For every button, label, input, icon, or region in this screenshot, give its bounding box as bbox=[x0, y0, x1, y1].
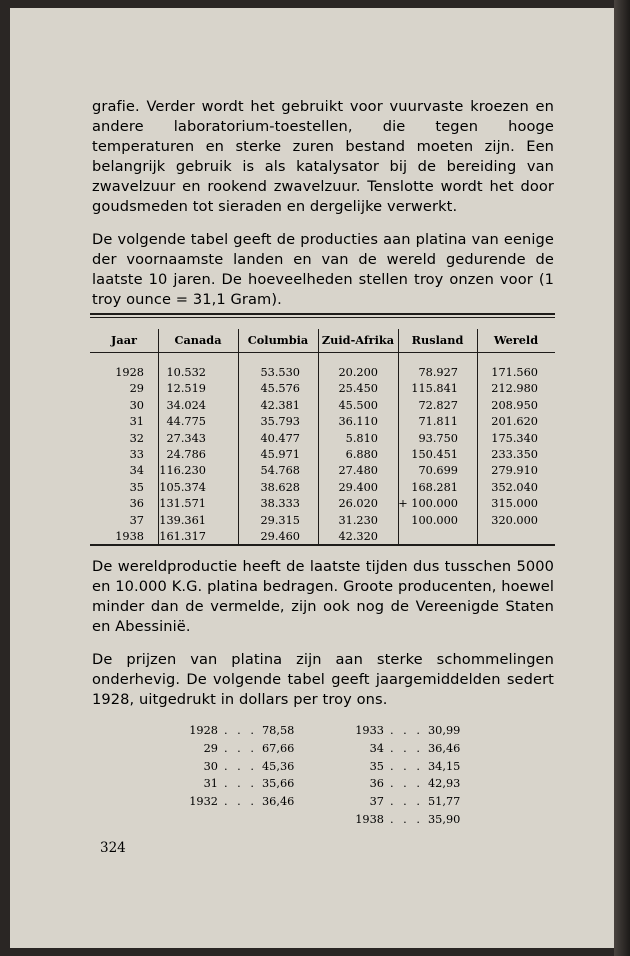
table-value-cell: 29.400 bbox=[338, 480, 378, 494]
table-year-cell: 31 bbox=[129, 415, 144, 429]
table-value-cell: 161.317 bbox=[159, 530, 206, 543]
page-number: 324 bbox=[100, 840, 126, 856]
price-value: 36,46 bbox=[262, 795, 295, 809]
table-year-cell: 37 bbox=[129, 513, 144, 527]
price-leader-dots: . . . bbox=[224, 741, 257, 755]
table-value-cell: 38.333 bbox=[260, 497, 300, 511]
price-leader-dots: . . . bbox=[224, 777, 257, 791]
table-header-cell: Canada bbox=[174, 333, 222, 347]
table-value-cell: 115.841 bbox=[411, 382, 458, 396]
price-value: 30,99 bbox=[428, 724, 461, 737]
table-value-cell: 208.950 bbox=[491, 398, 538, 412]
table-value-cell: 93.750 bbox=[418, 431, 458, 445]
table-value-cell: 29.460 bbox=[260, 530, 300, 543]
price-value: 36,46 bbox=[428, 741, 461, 755]
table-value-cell: 10.532 bbox=[166, 366, 206, 379]
table-header-cell: Zuid-Afrika bbox=[321, 333, 395, 347]
table-value-cell: 5.810 bbox=[345, 431, 378, 445]
price-year: 1938 bbox=[355, 813, 384, 826]
price-leader-dots: . . . bbox=[224, 795, 257, 809]
table-value-cell: 105.374 bbox=[159, 480, 206, 494]
table-value-cell: 27.480 bbox=[338, 464, 378, 478]
table-value-cell: 100.000 bbox=[411, 513, 458, 527]
table-year-cell: 30 bbox=[129, 398, 144, 412]
table-value-cell: 201.620 bbox=[491, 415, 538, 429]
table-header-rule bbox=[90, 352, 555, 353]
table-value-cell: 24.786 bbox=[166, 448, 206, 461]
table-value-cell: 38.628 bbox=[260, 480, 300, 494]
table-value-cell: 54.768 bbox=[260, 464, 300, 478]
table-value-cell: 71.811 bbox=[418, 415, 458, 429]
table-value-cell: 212.980 bbox=[491, 382, 538, 396]
price-year: 35 bbox=[369, 759, 384, 773]
price-leader-dots: . . . bbox=[390, 724, 423, 737]
table-value-cell: 44.775 bbox=[166, 415, 206, 429]
price-year: 1928 bbox=[189, 724, 218, 737]
table-value-cell: 320.000 bbox=[491, 513, 538, 527]
table-year-cell: 1928 bbox=[115, 366, 144, 379]
table-header-cell: Rusland bbox=[411, 333, 464, 347]
table-value-cell: 279.910 bbox=[491, 464, 538, 478]
table-value-cell: 34.024 bbox=[166, 398, 206, 412]
table-value-cell: 20.200 bbox=[338, 366, 378, 379]
price-year: 30 bbox=[203, 759, 218, 773]
table-value-cell: 40.477 bbox=[260, 431, 300, 445]
price-year: 36 bbox=[369, 777, 384, 791]
table-value-cell: 45.500 bbox=[338, 398, 378, 412]
table-value-cell: 168.281 bbox=[411, 480, 458, 494]
price-year: 37 bbox=[369, 795, 384, 809]
table-value-cell: 70.699 bbox=[418, 464, 458, 478]
table-value-cell: 45.971 bbox=[260, 448, 300, 461]
table-value-cell: 352.040 bbox=[491, 480, 538, 494]
price-year: 29 bbox=[203, 741, 218, 755]
table-year-cell: 32 bbox=[129, 431, 144, 445]
price-value: 34,15 bbox=[428, 759, 461, 773]
table-value-cell: 233.350 bbox=[491, 448, 538, 461]
paragraph-uses: grafie. Verder wordt het gebruikt voor vuurvaste kroezen en andere laboratorium-toestellen, die tegen hooge temperaturen en sterke zuren bestand moeten zijn. Een belangrijk gebruik is als katalysator bij de bereiding van zwavelzuur en rookend zwavelzuur. Tenslotte wordt het door goudsmeden tot sieraden en dergelijke verwerkt. bbox=[92, 98, 554, 215]
price-value: 42,93 bbox=[428, 777, 461, 791]
price-leader-dots: . . . bbox=[390, 759, 423, 773]
table-value-cell: 116.230 bbox=[159, 464, 206, 478]
price-leader-dots: . . . bbox=[224, 724, 257, 737]
price-year: 1933 bbox=[355, 724, 384, 737]
table-year-cell: 35 bbox=[129, 480, 144, 494]
table-value-cell: 150.451 bbox=[411, 448, 458, 461]
table-year-cell: 29 bbox=[129, 382, 144, 396]
table-value-cell: 171.560 bbox=[491, 366, 538, 379]
book-spine bbox=[614, 0, 630, 956]
paragraph-prices-intro: De prijzen van platina zijn aan sterke schommelingen onderhevig. De volgende tabel geeft jaargemiddelden sedert 1928, uitgedrukt in dollars per troy ons. bbox=[92, 651, 554, 708]
table-value-cell: 36.110 bbox=[338, 415, 378, 429]
price-value: 78,58 bbox=[262, 724, 295, 737]
price-year: 1932 bbox=[189, 795, 218, 809]
price-value: 35,66 bbox=[262, 777, 295, 791]
price-value: 45,36 bbox=[262, 759, 295, 773]
table-header-cell: Jaar bbox=[111, 333, 137, 347]
table-value-cell: + 100.000 bbox=[398, 497, 458, 511]
table-value-cell: 27.343 bbox=[166, 431, 206, 445]
table-value-cell: 72.827 bbox=[418, 398, 458, 412]
table-value-cell: 53.530 bbox=[260, 366, 300, 379]
table-value-cell: 29.315 bbox=[260, 513, 300, 527]
price-leader-dots: . . . bbox=[390, 795, 423, 809]
paragraph-table-intro: De volgende tabel geeft de producties aan platina van eenige der voornaamste landen en van de wereld gedurende de laatste 10 jaren. De hoeveelheden stellen troy onzen voor (1 troy ounce = 31,1 Gram). bbox=[92, 231, 554, 308]
table-value-cell: 42.320 bbox=[338, 530, 378, 543]
paragraph-world-production: De wereldproductie heeft de laatste tijden dus tusschen 5000 en 10.000 K.G. platina bedragen. Groote producenten, hoewel minder dan de vermelde, zijn ook nog de Vereenigde Staten en Abessinië. bbox=[92, 558, 554, 635]
price-leader-dots: . . . bbox=[224, 759, 257, 773]
price-value: 67,66 bbox=[262, 741, 295, 755]
price-value: 35,90 bbox=[428, 813, 461, 826]
table-value-cell: 25.450 bbox=[338, 382, 378, 396]
price-year: 34 bbox=[369, 741, 384, 755]
table-year-cell: 34 bbox=[129, 464, 144, 478]
table-value-cell: 42.381 bbox=[260, 398, 300, 412]
price-leader-dots: . . . bbox=[390, 741, 423, 755]
table-value-cell: 35.793 bbox=[260, 415, 300, 429]
table-value-cell: 45.576 bbox=[260, 382, 300, 396]
table-top-rule bbox=[90, 313, 555, 318]
table-year-cell: 36 bbox=[129, 497, 144, 511]
table-value-cell: 315.000 bbox=[491, 497, 538, 511]
table-value-cell: 131.571 bbox=[159, 497, 206, 511]
table-value-cell: 6.880 bbox=[345, 448, 378, 461]
price-leader-dots: . . . bbox=[390, 813, 423, 826]
table-value-cell: 175.340 bbox=[491, 431, 538, 445]
table-value-cell: 12.519 bbox=[166, 382, 206, 396]
price-value: 51,77 bbox=[428, 795, 461, 809]
table-year-cell: 33 bbox=[129, 448, 144, 461]
table-header-cell: Columbia bbox=[247, 333, 309, 347]
price-year: 31 bbox=[203, 777, 218, 791]
table-header-cell: Wereld bbox=[493, 333, 539, 347]
table-value-cell: 78.927 bbox=[418, 366, 458, 379]
table-value-cell: 31.230 bbox=[338, 513, 378, 527]
table-year-cell: 1938 bbox=[115, 530, 144, 543]
price-leader-dots: . . . bbox=[390, 777, 423, 791]
table-value-cell: 26.020 bbox=[338, 497, 378, 511]
table-value-cell: 139.361 bbox=[159, 513, 206, 527]
